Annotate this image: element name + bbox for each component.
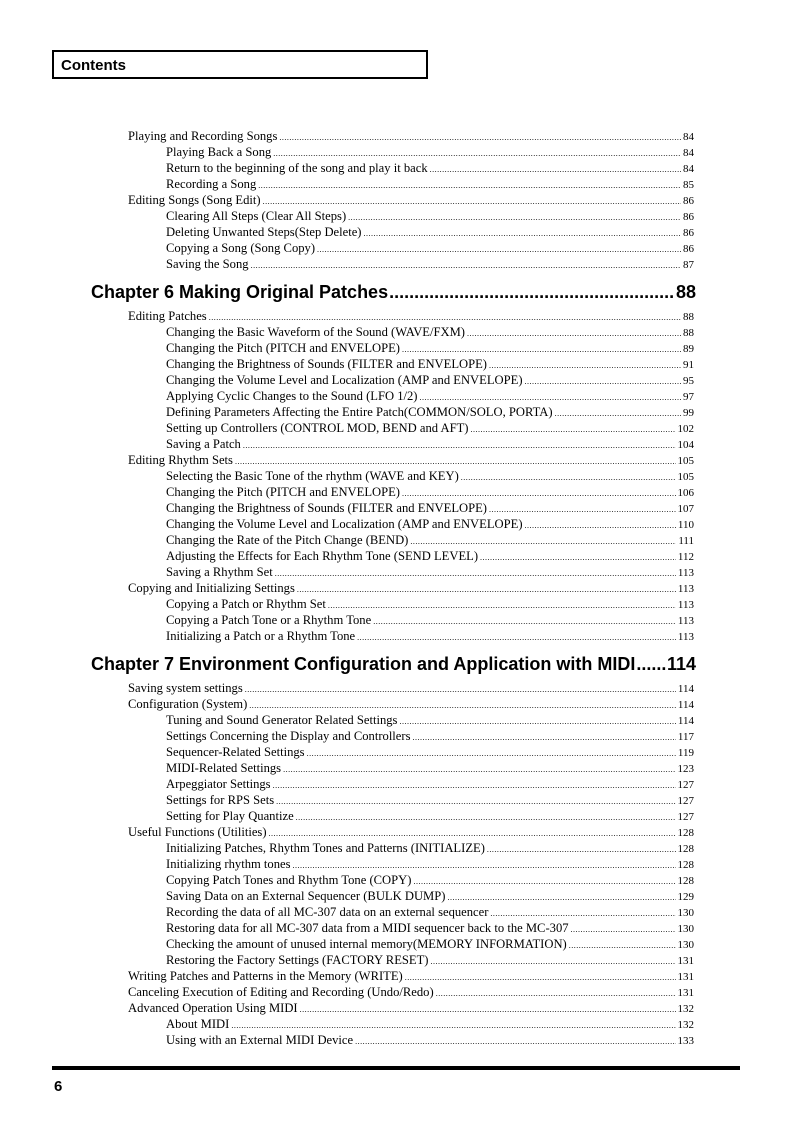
leader-dots [355,1034,675,1050]
toc-section[interactable] [128,824,694,840]
entry-title: Copying Patch Tones and Rhythm Tone (COPY) [166,873,412,887]
toc-subsection[interactable] [166,888,694,904]
toc-subsection[interactable] [166,920,694,936]
entry-title: Changing the Pitch (PITCH and ENVELOPE) [166,485,401,499]
page-number: 6 [54,1078,63,1095]
toc-subsection[interactable] [166,324,694,340]
entry-title: Recording the data of all MC-307 data on an external sequencer [166,905,489,919]
entry-page: 123 [677,763,694,775]
entry-title: Return to the beginning of the song and play it back [166,161,428,175]
entry-page: 114 [677,683,694,695]
entry-page: 132 [677,1003,694,1015]
toc-subsection[interactable] [166,468,694,484]
entry-page: 97 [683,391,694,403]
entry-title: Initializing Patches, Rhythm Tones and Patterns (INITIALIZE) [166,841,485,855]
entry-title: Changing the Volume Level and Localization (AMP and ENVELOPE) [166,517,523,531]
entry-page: 114 [677,715,694,727]
entry-page: 106 [677,487,694,499]
chapter-page: 114 [666,654,696,674]
toc-section[interactable] [128,192,694,208]
entry-title: Adjusting the Effects for Each Rhythm Tone (SEND LEVEL) [166,549,479,563]
toc-subsection[interactable] [166,388,694,404]
entry-title: Playing and Recording Songs [128,129,278,143]
entry-page: 91 [683,359,694,371]
entry-page: 127 [677,779,694,791]
toc-subsection[interactable] [166,356,694,372]
entry-title: About MIDI [166,1017,230,1031]
entry-page: 84 [683,163,694,175]
entry-page: 127 [677,811,694,823]
toc-subsection[interactable] [166,436,694,452]
entry-page: 105 [677,455,694,467]
entry-page: 113 [677,599,694,611]
entry-title: Arpeggiator Settings [166,777,271,791]
entry-title: Tuning and Sound Generator Related Settings [166,713,398,727]
entry-page: 127 [677,795,694,807]
entry-page: 132 [677,1019,694,1031]
entry-title: Setting for Play Quantize [166,809,294,823]
toc-subsection[interactable] [166,936,694,952]
entry-title: Editing Rhythm Sets [128,453,233,467]
leader-dots [389,282,675,303]
toc-subsection[interactable] [166,564,694,580]
toc-subsection[interactable] [166,1032,694,1048]
toc-subsection[interactable] [166,904,694,920]
toc-subsection[interactable] [166,420,694,436]
toc-section[interactable] [128,580,694,596]
entry-page: 84 [683,131,694,143]
entry-title: Saving Data on an External Sequencer (BULK DUMP) [166,889,446,903]
entry-title: Saving the Song [166,257,249,271]
leader-dots [251,258,681,274]
toc-subsection[interactable] [166,372,694,388]
toc-subsection[interactable] [166,808,694,824]
leader-dots [357,630,676,646]
toc-subsection[interactable] [166,856,694,872]
entry-page: 129 [677,891,694,903]
entry-title: Editing Patches [128,309,207,323]
entry-title: Editing Songs (Song Edit) [128,193,261,207]
entry-title: Using with an External MIDI Device [166,1033,354,1047]
entry-page: 112 [677,551,694,563]
entry-page: 130 [677,907,694,919]
toc-subsection[interactable] [166,760,694,776]
toc-subsection[interactable] [166,596,694,612]
entry-title: Selecting the Basic Tone of the rhythm (WAVE and KEY) [166,469,459,483]
entry-title: Sequencer-Related Settings [166,745,305,759]
entry-page: 99 [683,407,694,419]
toc-subsection[interactable] [166,1016,694,1032]
entry-title: Useful Functions (Utilities) [128,825,267,839]
entry-title: Changing the Pitch (PITCH and ENVELOPE) [166,341,401,355]
entry-page: 128 [677,859,694,871]
entry-title: Writing Patches and Patterns in the Memory (WRITE) [128,969,403,983]
entry-page: 107 [677,503,694,515]
entry-page: 114 [677,699,694,711]
entry-page: 95 [683,375,694,387]
toc-subsection[interactable] [166,144,694,160]
entry-page: 87 [683,259,694,271]
entry-page: 119 [677,747,694,759]
toc-section[interactable] [128,968,694,984]
toc-subsection[interactable] [166,792,694,808]
toc-subsection[interactable] [166,176,694,192]
entry-page: 88 [683,311,694,323]
toc-subsection[interactable] [166,532,694,548]
toc-subsection[interactable] [166,728,694,744]
chapter-title: Chapter 7 Environment Configuration and Application with MIDI [91,654,636,674]
entry-page: 131 [677,955,694,967]
toc-subsection[interactable] [166,160,694,176]
entry-title: Settings for RPS Sets [166,793,275,807]
toc-subsection[interactable] [166,240,694,256]
entry-title: Changing the Volume Level and Localization (AMP and ENVELOPE) [166,373,523,387]
toc-subsection[interactable] [166,484,694,500]
entry-title: Clearing All Steps (Clear All Steps) [166,209,347,223]
toc-subsection[interactable] [166,872,694,888]
footer-rule [52,1066,740,1070]
entry-title: Advanced Operation Using MIDI [128,1001,298,1015]
entry-page: 113 [677,567,694,579]
entry-title: Copying a Patch or Rhythm Set [166,597,326,611]
entry-title: Initializing rhythm tones [166,857,291,871]
toc-subsection[interactable] [166,952,694,968]
entry-page: 117 [677,731,694,743]
entry-title: Checking the amount of unused internal memory(MEMORY INFORMATION) [166,937,567,951]
entry-page: 131 [677,987,694,999]
entry-page: 130 [677,939,694,951]
entry-page: 84 [683,147,694,159]
toc-subsection[interactable] [166,612,694,628]
toc-section[interactable] [128,452,694,468]
entry-page: 89 [683,343,694,355]
toc-subsection[interactable] [166,776,694,792]
toc-subsection[interactable] [166,500,694,516]
entry-title: Canceling Execution of Editing and Recording (Undo/Redo) [128,985,434,999]
entry-page: 110 [677,519,694,531]
entry-page: 104 [677,439,694,451]
entry-page: 86 [683,211,694,223]
toc-subsection[interactable] [166,628,694,644]
toc-section[interactable] [128,680,694,696]
toc-subsection[interactable] [166,224,694,240]
entry-title: Changing the Brightness of Sounds (FILTER and ENVELOPE) [166,357,488,371]
entry-title: Copying and Initializing Settings [128,581,295,595]
toc-subsection[interactable] [166,340,694,356]
entry-page: 113 [677,631,694,643]
toc-subsection[interactable] [166,516,694,532]
entry-title: Copying a Patch Tone or a Rhythm Tone [166,613,372,627]
entry-title: Settings Concerning the Display and Controllers [166,729,411,743]
header-title: Contents [61,57,126,74]
entry-title: Saving a Rhythm Set [166,565,273,579]
toc-section[interactable] [128,128,694,144]
entry-page: 85 [683,179,694,191]
toc-section[interactable] [128,308,694,324]
entry-title: Playing Back a Song [166,145,272,159]
entry-page: 102 [677,423,694,435]
entry-title: Changing the Rate of the Pitch Change (BEND) [166,533,409,547]
entry-page: 133 [677,1035,694,1047]
chapter-page: 88 [675,282,696,302]
entry-title: Changing the Basic Waveform of the Sound (WAVE/FXM) [166,325,465,339]
toc-section[interactable] [128,1000,694,1016]
toc-subsection[interactable] [166,404,694,420]
entry-title: Restoring data for all MC-307 data from a MIDI sequencer back to the MC-307 [166,921,569,935]
toc-section[interactable] [128,984,694,1000]
entry-page: 128 [677,875,694,887]
toc-chapter[interactable] [91,654,696,678]
entry-title: Saving a Patch [166,437,241,451]
toc-subsection[interactable] [166,712,694,728]
entry-page: 130 [677,923,694,935]
toc-subsection[interactable] [166,840,694,856]
entry-title: Saving system settings [128,681,243,695]
toc-subsection[interactable] [166,744,694,760]
entry-page: 105 [677,471,694,483]
entry-page: 113 [677,615,694,627]
entry-title: MIDI-Related Settings [166,761,282,775]
entry-title: Configuration (System) [128,697,248,711]
entry-title: Applying Cyclic Changes to the Sound (LFO 1/2) [166,389,418,403]
entry-page: 128 [677,843,694,855]
entry-title: Copying a Song (Song Copy) [166,241,316,255]
leader-dots [636,654,666,675]
toc-section[interactable] [128,696,694,712]
entry-title: Defining Parameters Affecting the Entire Patch(COMMON/SOLO, PORTA) [166,405,553,419]
entry-page: 111 [678,535,694,547]
entry-page: 128 [677,827,694,839]
toc-chapter[interactable] [91,282,696,306]
entry-title: Restoring the Factory Settings (FACTORY RESET) [166,953,429,967]
entry-page: 113 [677,583,694,595]
entry-page: 86 [683,243,694,255]
entry-title: Recording a Song [166,177,257,191]
toc-subsection[interactable] [166,256,694,272]
entry-page: 86 [683,195,694,207]
entry-title: Deleting Unwanted Steps(Step Delete) [166,225,362,239]
toc-subsection[interactable] [166,548,694,564]
entry-title: Initializing a Patch or a Rhythm Tone [166,629,356,643]
entry-title: Changing the Brightness of Sounds (FILTER and ENVELOPE) [166,501,488,515]
entry-title: Setting up Controllers (CONTROL MOD, BEND and AFT) [166,421,469,435]
entry-page: 131 [677,971,694,983]
entry-page: 86 [683,227,694,239]
chapter-title: Chapter 6 Making Original Patches [91,282,389,302]
entry-page: 88 [683,327,694,339]
toc-subsection[interactable] [166,208,694,224]
header-box [52,50,428,79]
